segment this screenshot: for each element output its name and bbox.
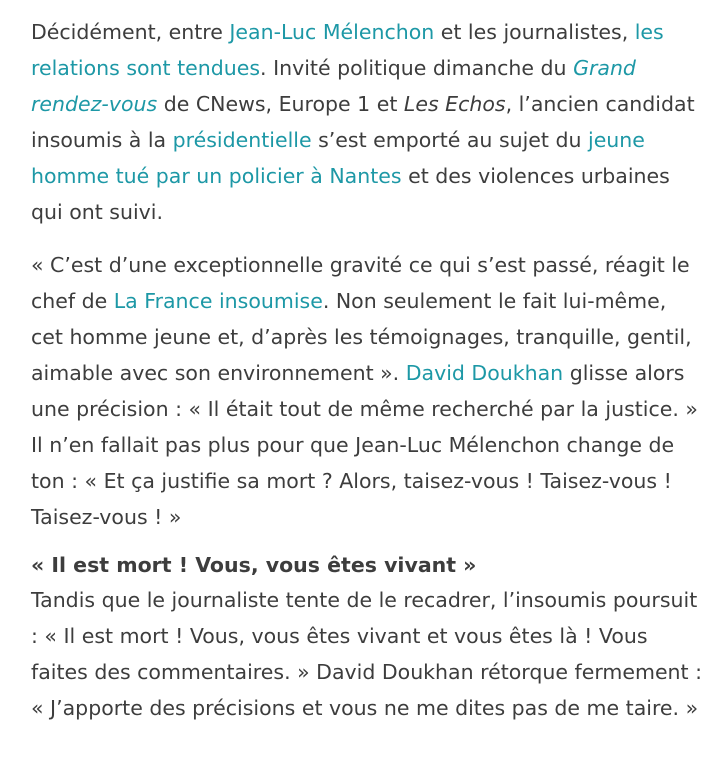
link-presidentielle[interactable]: présidentielle: [172, 128, 312, 152]
paragraph-text: . Invité politique dimanche du: [260, 56, 574, 80]
paragraph-text: et les journalistes,: [434, 20, 635, 44]
link-david-doukhan[interactable]: David Doukhan: [405, 361, 564, 385]
les-echos-title: Les Echos: [403, 92, 506, 116]
paragraph-text: Décidément, entre: [31, 20, 230, 44]
paragraph-intro: [31, 14, 703, 230]
paragraph-followup: Tandis que le journaliste tente de le recadrer, l’insoumis poursuit : « Il est mort ! Vous, vous êtes vivant et vous êtes là ! Vous faites des commentaires. » David Doukhan rétorque fermement : « J’apporte des précisions et vous ne me dites pas de me taire. »: [31, 588, 703, 720]
link-jeune-homme-nantes[interactable]: jeune homme tué par un policier à Nantes: [31, 128, 645, 188]
link-grand-rendez-vous-label: Grand rendez-vous: [31, 56, 636, 116]
paragraph-text: de CNews, Europe 1 et: [157, 92, 404, 116]
paragraph-text: et des violences urbaines qui ont suivi.: [31, 164, 670, 224]
section-subheading: « Il est mort ! Vous, vous êtes vivant »: [31, 553, 477, 577]
paragraph-quote: [31, 247, 703, 535]
link-jean-luc-melenchon[interactable]: Jean-Luc Mélenchon: [229, 20, 435, 44]
paragraph-text: « C’est d’une exceptionnelle gravité ce qui s’est passé, réagit le chef de: [31, 253, 690, 313]
paragraph-text: s’est emporté au sujet du: [311, 128, 588, 152]
link-la-france-insoumise[interactable]: La France insoumise: [113, 289, 323, 313]
paragraph-text: . Non seulement le fait lui-même, cet homme jeune et, d’après les témoignages, tranquille, gentil, aimable avec son environnement ».: [31, 289, 692, 385]
link-relations-tendues[interactable]: les relations sont tendues: [31, 20, 664, 80]
paragraph-text: , l’ancien candidat insoumis à la: [31, 92, 695, 152]
paragraph-text: glisse alors une précision : « Il était tout de même recherché par la justice. » Il n’en fallait pas plus pour que Jean-Luc Mélenchon change de ton : « Et ça justifie sa mort ? Alors, taisez-vous ! Taisez-vous ! Taisez-vous ! »: [31, 361, 698, 529]
